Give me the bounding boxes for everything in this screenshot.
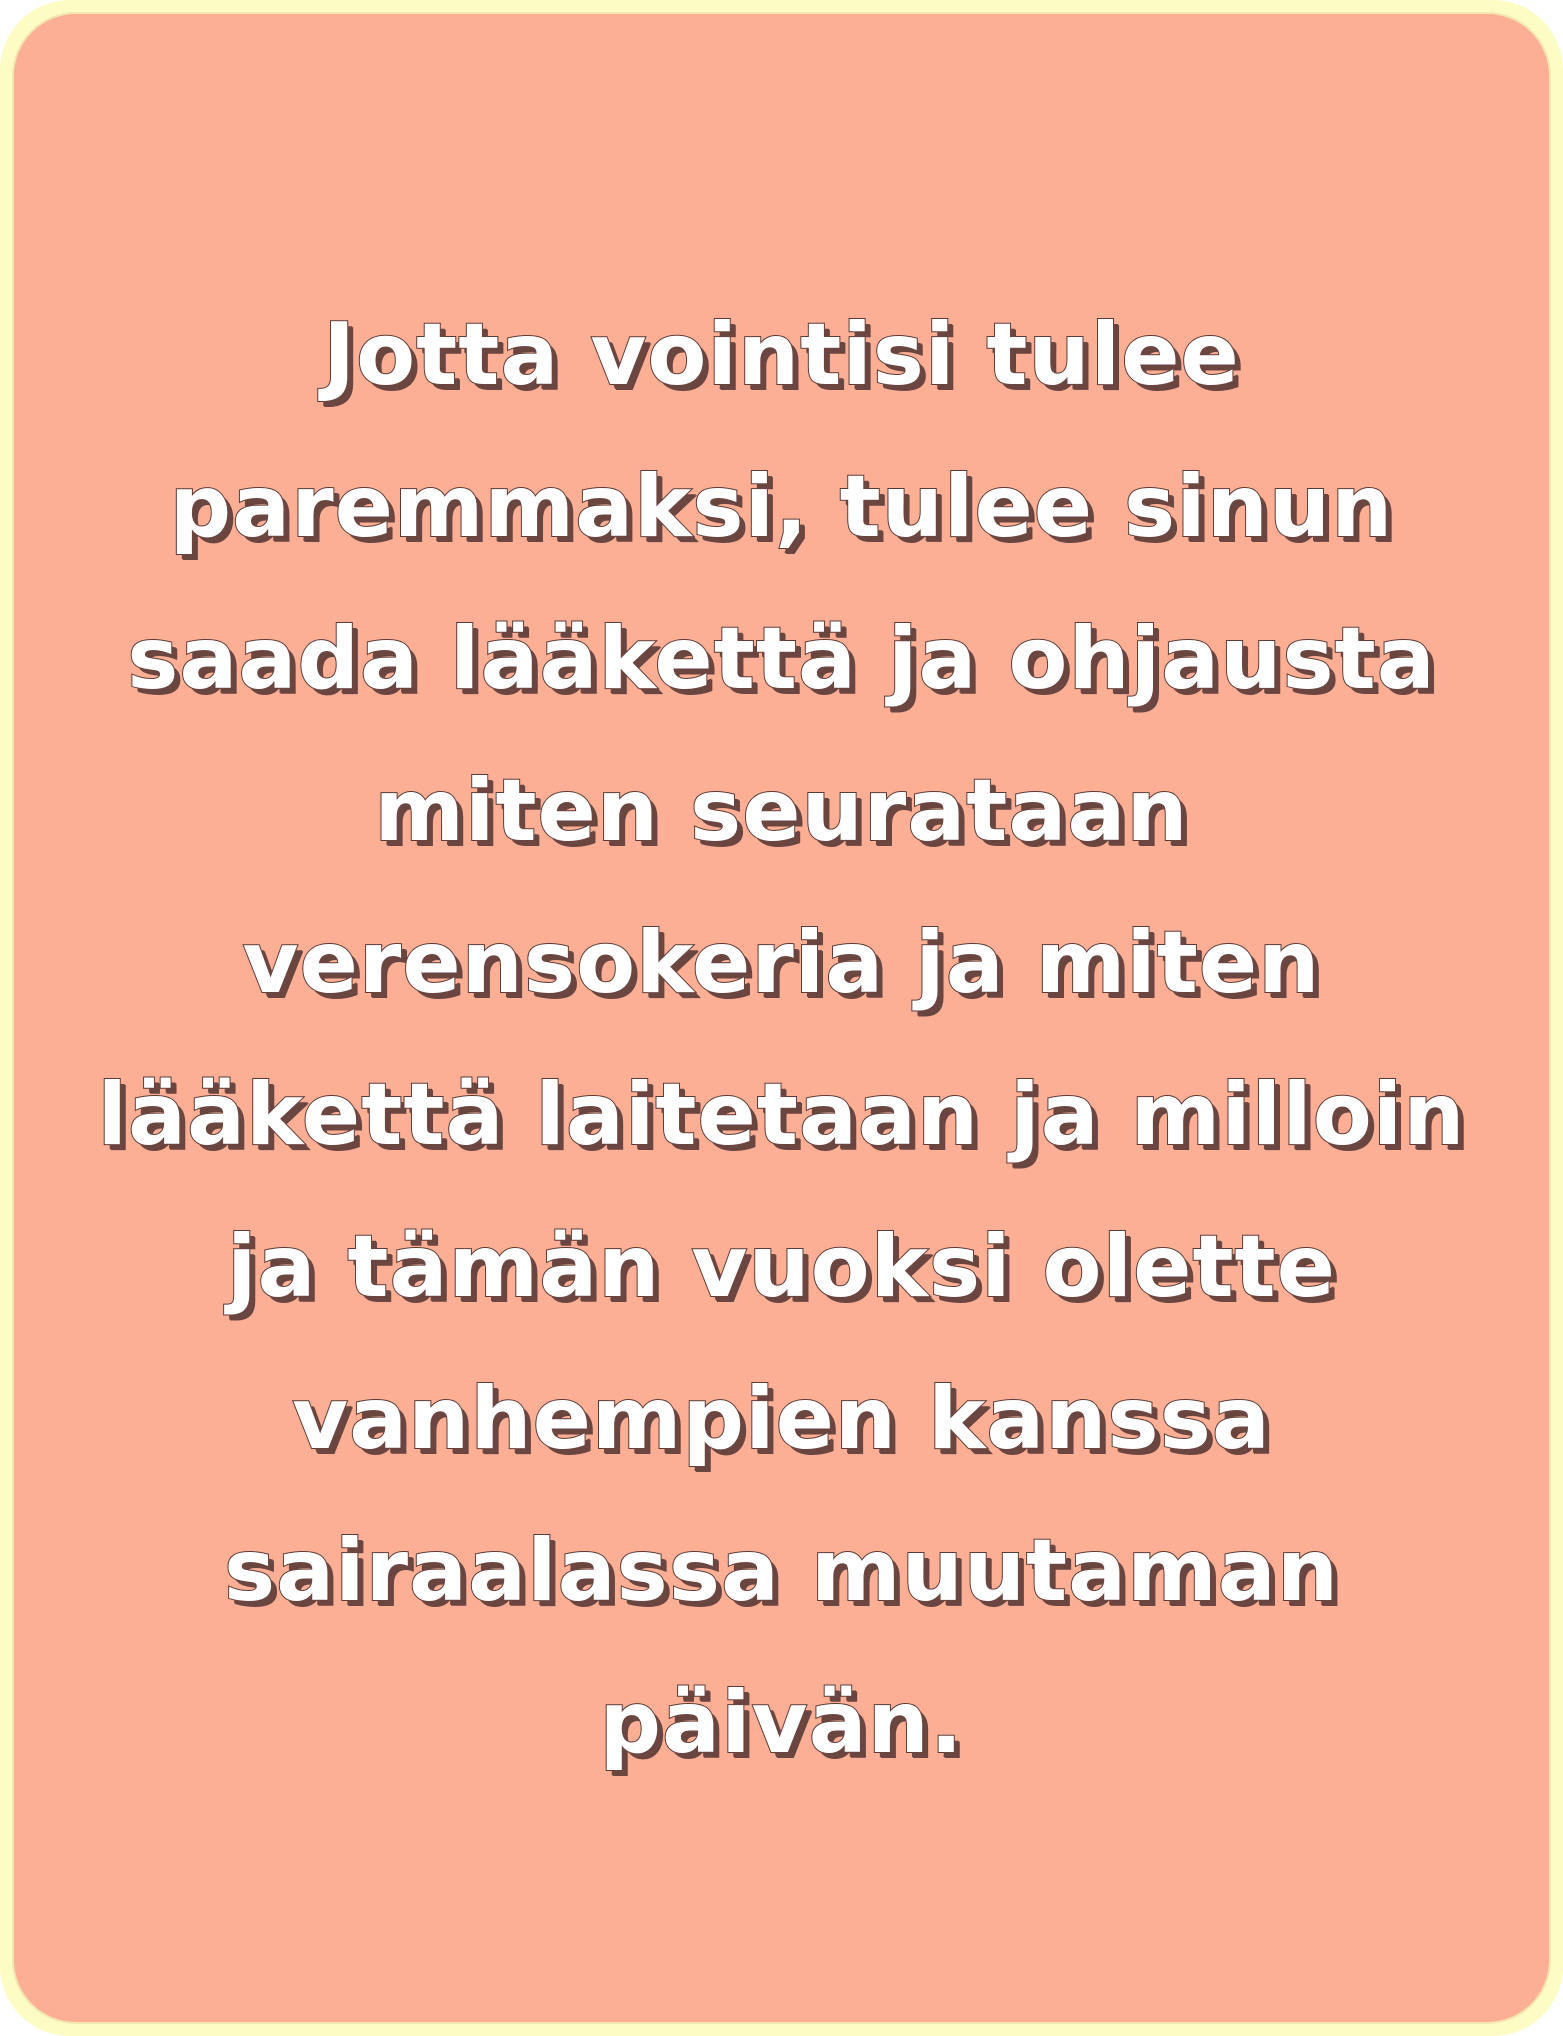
message-line-3: saada lääkettä ja ohjausta: [127, 609, 1436, 709]
message-card: [14, 14, 1549, 2022]
message-line-6: lääkettä laitetaan ja milloin: [97, 1065, 1466, 1165]
message-line-2: paremmaksi, tulee sinun: [169, 457, 1394, 557]
message-text: [34, 279, 1529, 1799]
message-line-8: vanhempien kanssa: [292, 1369, 1271, 1469]
message-line-1: Jotta vointisi tulee: [323, 305, 1240, 405]
message-line-10: päivän.: [599, 1673, 964, 1773]
message-line-5: verensokeria ja miten: [242, 913, 1321, 1013]
message-line-4: miten seurataan: [374, 761, 1189, 861]
message-line-7: ja tämän vuoksi olette: [226, 1217, 1336, 1317]
message-line-9: sairaalassa muutaman: [223, 1521, 1340, 1621]
